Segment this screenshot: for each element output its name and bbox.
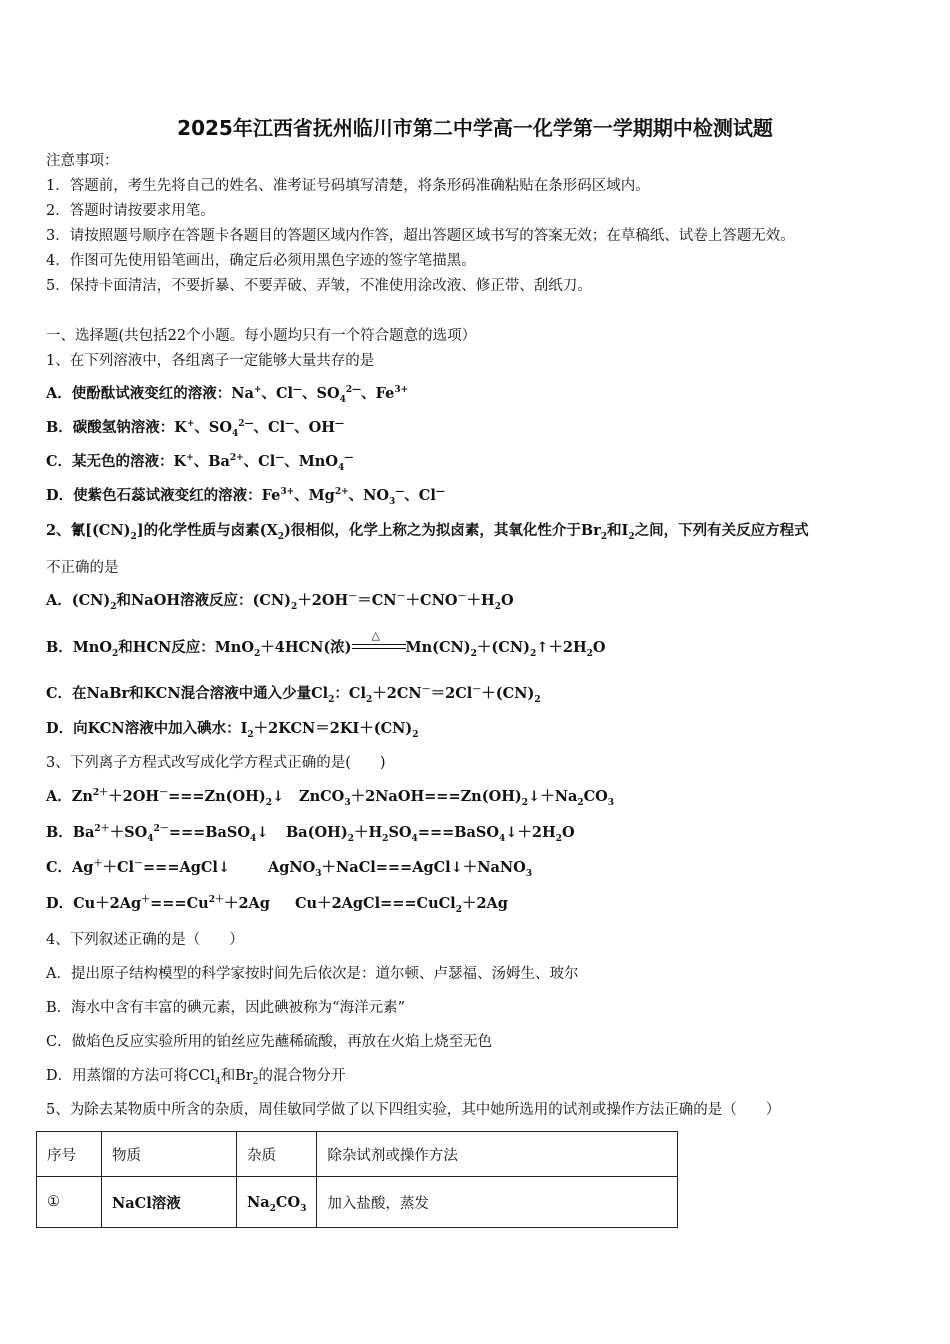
q3-option-d: D．$Cu+2Ag^+===Cu^{2+}+2Ag$ [46,895,270,912]
q3-option-c-equation: AgNO$_3$＋NaCl===AgCl↓＋NaNO$_3$ [268,859,533,879]
q1-option-a: A．使酚酞试液变红的溶液：Na+、Cl—、$SO_4^{2—}$、$Fe^{3+}$ [46,385,409,405]
heating-equals-sign [352,629,406,658]
section-heading: 一、选择题(共包括22个小题。每小题均只有一个符合题意的选项） [46,328,477,344]
q1-option-d: D．使紫色石蕊试液变红的溶液：$Fe^{3+}$、$Mg^{2+}$、$NO_3^—$、Cl— [46,487,445,507]
q1-option-c: C．某无色的溶液：K+、$Ba^{2+}$、Cl—、MnO$_4$— [46,453,354,473]
page-title: 2025年江西省抚州临川市第二中学高一化学第一学期期中检测试题 [177,116,773,140]
cell-impurity: $Na_2CO_3$ [237,1177,317,1228]
q2-stem-line1: 2、氰$[(CN)_2]$的化学性质与卤素$(X_2)$很相似，化学上称之为拟卤素，其氧化性介于$Br_2$和$I_2$之间，下列有关反应方程式 [46,522,809,542]
q3-option-a-equation: $ZnCO_3+2NaOH===Zn(OH)_2↓+Na_2CO_3$ [299,788,615,808]
table-row [37,1177,678,1228]
q3-option-b: B．$Ba^{2+}+SO_4^{2-}===BaSO_4↓$ [46,824,269,844]
q2-option-d: D．向KCN溶液中加入碘水：$I_2+2KCN=2KI+(CN)_2$ [46,720,419,740]
cell-method: 加入盐酸，蒸发 [317,1177,678,1228]
q4-option-a: A．提出原子结构模型的科学家按时间先后依次是：道尔顿、卢瑟福、汤姆生、玻尔 [46,966,579,982]
header-method: 除杂试剂或操作方法 [317,1132,678,1177]
q2-option-c: C．在NaBr和KCN混合溶液中通入少量$Cl_2$：$Cl_2+2CN^-=2Cl^-+(CN)_2$ [46,685,541,705]
q4-option-c: C．做焰色反应实验所用的铂丝应先蘸稀硫酸，再放在火焰上烧至无色 [46,1034,493,1050]
notice-item-2: 2．答题时请按要求用笔。 [46,203,215,219]
notice-item-1: 1．答题前，考生先将自己的姓名、准考证号码填写清楚，将条形码准确粘贴在条形码区域内。 [46,178,650,194]
q1-stem: 1、在下列溶液中，各组离子一定能够大量共存的是 [46,353,375,369]
q2-stem-line2: 不正确的是 [46,560,119,576]
header-impurity: 杂质 [237,1132,317,1177]
q3-option-a: A．$Zn^{2+}+2OH^-===Zn(OH)_2↓$ [46,788,285,808]
q4-stem: 4、下列叙述正确的是（ ） [46,932,244,948]
q3-option-d-equation: Cu＋2AgCl===CuCl$_2$＋2Ag [295,895,508,915]
cell-no: ① [37,1177,102,1228]
q4-option-d: D．用蒸馏的方法可将CCl$_4$和$Br_2$的混合物分开 [46,1068,346,1087]
q4-option-b: B．海水中含有丰富的碘元素，因此碘被称为“海洋元素” [46,1000,405,1016]
delta-heat-symbol: △ [371,629,381,642]
q3-option-b-equation: $Ba(OH)_2+H_2SO_4===BaSO_4↓+2H_2O$ [286,824,575,844]
header-substance: 物质 [102,1132,237,1177]
table-header-row [37,1132,678,1177]
q1-option-b: B．碳酸氢钠溶液：K+、$SO_4^{2—}$、Cl—、OH— [46,419,344,439]
notice-item-4: 4．作图可先使用铅笔画出，确定后必须用黑色字迹的签字笔描黑。 [46,253,476,269]
q2-option-a: A．$(CN)_2$和NaOH溶液反应：$(CN)_2+2OH^-=CN^-+CNO^-+H_2O$ [46,592,514,612]
notice-heading: 注意事项： [46,153,119,169]
q2-option-b: B．MnO$_2$和HCN反应：MnO$_2$＋4HCN(浓) △ $Mn(CN)_2+(CN)_2↑+2H_2O$ [46,638,606,658]
cell-substance: NaCl溶液 [102,1177,237,1228]
q5-table [36,1131,678,1228]
q3-stem: 3、下列离子方程式改写成化学方程式正确的是( ) [46,755,386,771]
q3-option-c: C．Ag＋＋Cl－===AgCl↓ [46,859,231,876]
header-no: 序号 [37,1132,102,1177]
q5-stem: 5、为除去某物质中所含的杂质，周佳敏同学做了以下四组实验，其中她所选用的试剂或操作方法正确的是（ ） [46,1102,781,1118]
notice-item-3: 3．请按照题号顺序在答题卡各题目的答题区域内作答，超出答题区域书写的答案无效；在草稿纸、试卷上答题无效。 [46,228,795,244]
notice-item-5: 5．保持卡面清洁，不要折暴、不要弄破、弄皱，不准使用涂改液、修正带、刮纸刀。 [46,278,592,294]
